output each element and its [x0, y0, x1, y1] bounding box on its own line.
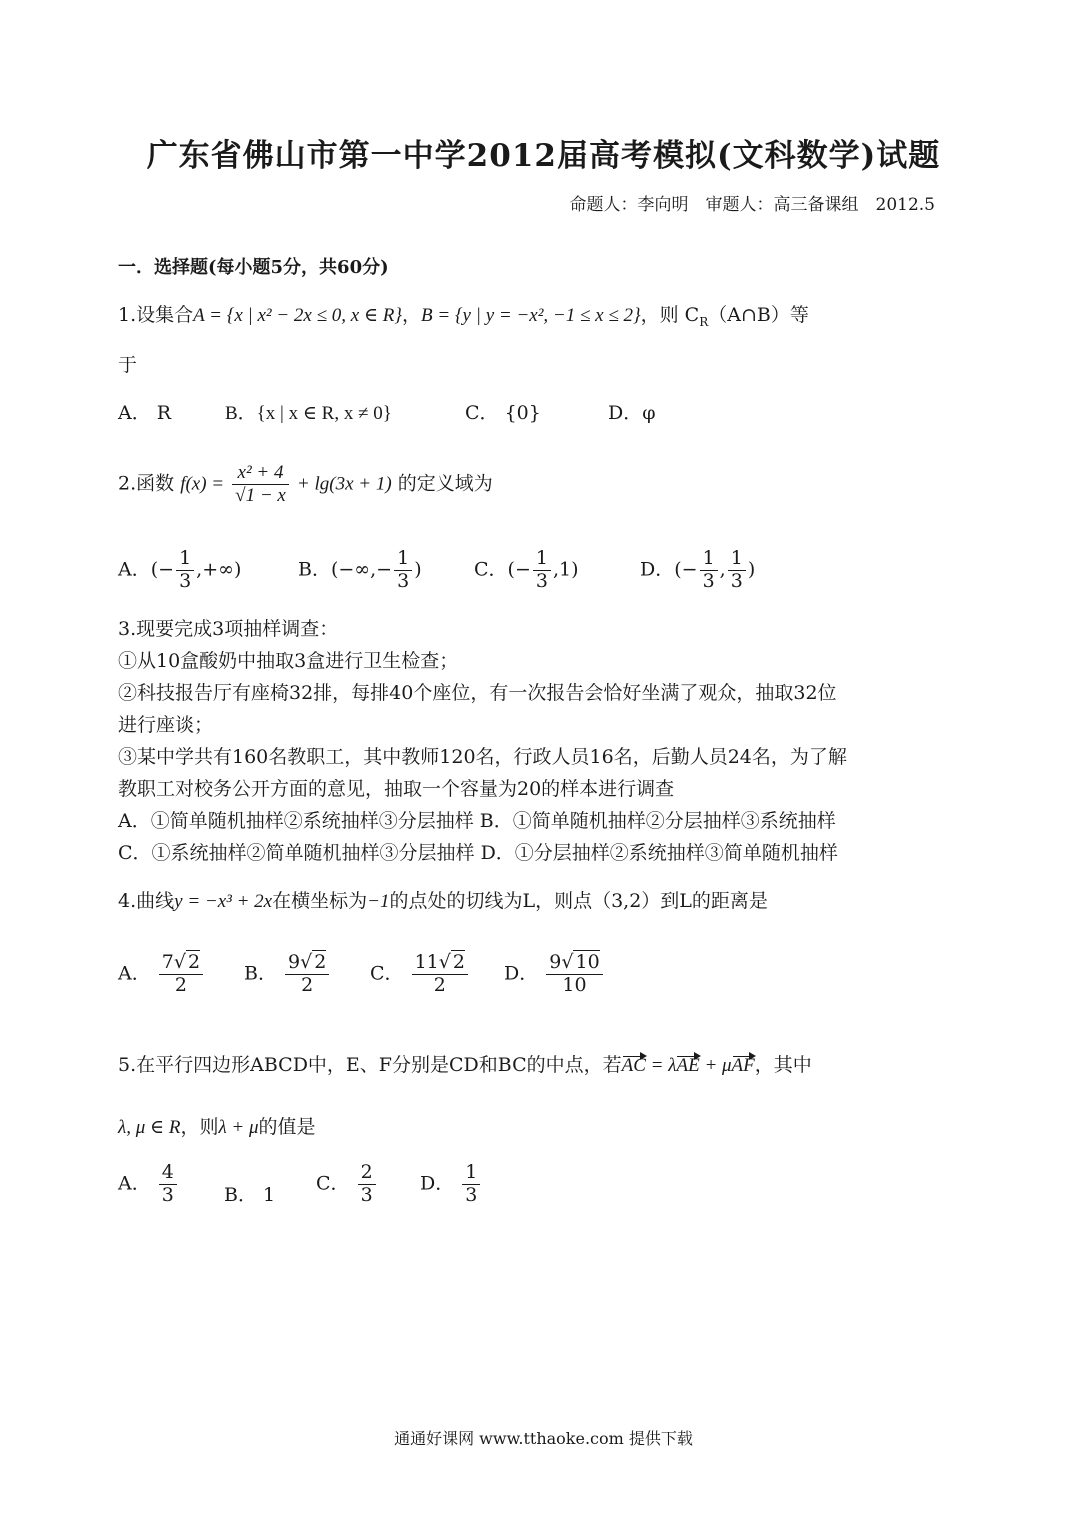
- q5-wrap-end: 的值是: [258, 1116, 316, 1138]
- question-5: [118, 1050, 812, 1077]
- q4-option-a-den: 2: [159, 974, 203, 997]
- q5-option-c-num: 2: [360, 1161, 373, 1183]
- q5-option-d-label: D．: [420, 1172, 455, 1195]
- q2-option-d-num: 1: [702, 547, 715, 569]
- q4-option-d-den: 10: [546, 974, 602, 997]
- q5-option-c-den: 3: [358, 1184, 376, 1207]
- q2-fraction: [232, 462, 289, 507]
- q2-option-a-den: 3: [176, 570, 194, 593]
- q4-option-c-label: C．: [370, 962, 404, 985]
- q2-numerator: x² + 4: [237, 462, 284, 483]
- q5-option-c: [316, 1162, 378, 1207]
- q1-text: 1.设集合: [118, 304, 194, 326]
- q1-set-b: B = {y | y = −x², −1 ≤ x ≤ 2}: [421, 305, 641, 326]
- section-heading: 一．选择题(每小题5分，共60分): [118, 257, 389, 278]
- q1-text-b: ，则 C: [640, 304, 700, 326]
- q3-line-1: 3.现要完成3项抽样调查：: [118, 618, 339, 640]
- q3-line-4: 进行座谈；: [118, 714, 214, 736]
- q2-option-b: [298, 548, 422, 593]
- q5-wrap: [118, 1112, 316, 1139]
- q2-option-d-pre: (−: [674, 558, 698, 581]
- q2-option-b-label: B．: [298, 558, 331, 581]
- q2-option-a: [118, 548, 241, 593]
- q4-value: −1: [367, 891, 390, 912]
- q5-option-c-label: C．: [316, 1172, 350, 1195]
- q2-text-b: 的定义域为: [397, 472, 493, 495]
- question-4: [118, 886, 768, 913]
- page-title: 广东省佛山市第一中学2012届高考模拟(文科数学)试题: [146, 138, 941, 174]
- q5-option-a-label: A．: [118, 1172, 151, 1195]
- q5-eq: = λ: [645, 1055, 677, 1076]
- q2-option-c-pre: (−: [507, 558, 531, 581]
- q1-option-a: A． R: [118, 402, 172, 424]
- q4-option-b: B． $\frac{9√ 2}{2}$: [244, 952, 331, 997]
- q5-option-b-label: B．: [224, 1184, 257, 1206]
- q5-wrap-text: ，则: [180, 1116, 219, 1138]
- q3-line-2: ①从10盒酸奶中抽取3盒进行卫生检查；: [118, 650, 459, 672]
- q5-domain: λ, μ ∈ R: [118, 1117, 181, 1138]
- q2-option-c-label: C．: [474, 558, 508, 581]
- q5-text: 5.在平行四边形ABCD中，E、F分别是CD和BC的中点，若: [118, 1054, 622, 1076]
- q4-option-d: D． $\frac{9√ 10}{10}$: [504, 952, 605, 997]
- q1-text-c: （A∩B）等: [708, 304, 809, 326]
- q5-option-d-num: 1: [465, 1161, 478, 1183]
- q1-set-a: A = {x | x² − 2x ≤ 0, x ∈ R}: [193, 305, 402, 326]
- q2-option-a-pre: (−: [150, 558, 175, 581]
- q4-option-a-coef: 7: [161, 951, 174, 973]
- q1-option-b: B．{x | x ∈ R, x ≠ 0}: [225, 403, 392, 424]
- q2-option-d-label: D．: [640, 558, 675, 581]
- q4-option-b-root: 2: [314, 951, 327, 973]
- footer-source: 通通好课网 www.tthaoke.com 提供下载: [394, 1429, 693, 1448]
- q1-option-d: D．φ: [608, 402, 656, 424]
- q4-option-a-label: A．: [118, 962, 151, 985]
- q3-line-3: ②科技报告厅有座椅32排，每排40个座位，有一次报告会恰好坐满了观众，抽取32位: [118, 682, 837, 704]
- author-byline: 命题人：李向明 审题人：高三备课组 2012.5: [569, 195, 935, 215]
- q4-option-d-coef: 9: [549, 951, 562, 973]
- q2-option-b-num: 1: [397, 547, 410, 569]
- q5-option-a-den: 3: [159, 1184, 177, 1207]
- q2-option-a-label: A．: [118, 558, 151, 581]
- q2-text: 2.函数: [118, 472, 175, 495]
- q2-option-a-post: ,+∞): [196, 558, 242, 581]
- q5-option-a: [118, 1162, 179, 1207]
- q5-sum: λ + μ: [218, 1117, 259, 1138]
- q2-log-term: + lg(3x + 1): [296, 473, 392, 495]
- q3-option-cd: C．①系统抽样②简单随机抽样③分层抽样 D．①分层抽样②系统抽样③简单随机抽样: [118, 842, 838, 864]
- q3-line-6: 教职工对校务公开方面的意见，抽取一个容量为20的样本进行调查: [118, 778, 675, 800]
- q2-option-d-num2: 1: [730, 547, 743, 569]
- q5-option-d-den: 3: [462, 1184, 480, 1207]
- q2-fx: f(x) =: [180, 473, 225, 495]
- q2-option-b-pre: (−∞,−: [330, 558, 393, 581]
- q4-option-a-root: 2: [187, 951, 201, 973]
- question-1: [118, 300, 809, 329]
- q2-option-d: [640, 548, 755, 593]
- q5-option-a-num: 4: [161, 1161, 174, 1183]
- q2-option-c-den: 3: [533, 570, 551, 593]
- q2-option-d-post: ): [747, 558, 756, 581]
- q2-option-d-den2: 3: [728, 570, 746, 593]
- q2-option-a-num: 1: [179, 547, 192, 569]
- q4-option-c-coef: 11: [414, 951, 439, 973]
- q1-subscript: R: [699, 314, 709, 329]
- q5-text-b: ，其中: [754, 1054, 812, 1076]
- question-2: [118, 462, 493, 507]
- q1-wrap: 于: [118, 354, 138, 376]
- q1-separator: ，: [402, 304, 422, 326]
- q5-vector-ae: AE: [676, 1055, 700, 1076]
- q4-option-b-den: 2: [285, 974, 329, 997]
- q2-option-c-num: 1: [535, 547, 548, 569]
- q2-denominator: √1 − x: [232, 484, 289, 507]
- q1-option-c: C． {0}: [465, 402, 541, 424]
- q5-plus: + μ: [699, 1055, 732, 1076]
- q4-option-c-root: 2: [452, 951, 465, 973]
- q3-option-ab: A．①简单随机抽样②系统抽样③分层抽样 B．①简单随机抽样②分层抽样③系统抽样: [118, 810, 836, 832]
- q5-option-d: [420, 1162, 482, 1207]
- q5-vector-ac: AC: [621, 1055, 646, 1076]
- q4-option-b-coef: 9: [288, 951, 301, 973]
- q3-line-5: ③某中学共有160名教职工，其中教师120名，行政人员16名，后勤人员24名，为了解: [118, 746, 847, 768]
- q4-option-d-label: D．: [504, 962, 539, 985]
- q2-option-d-den: 3: [700, 570, 718, 593]
- q4-text-b: 在横坐标为: [272, 890, 368, 912]
- q4-text: 4.曲线: [118, 890, 175, 912]
- q5-vector-af: AF: [731, 1055, 755, 1076]
- q4-option-d-root: 10: [575, 951, 600, 973]
- q5-option-b-value: 1: [263, 1184, 276, 1206]
- q2-option-d-mid: ,: [719, 558, 726, 581]
- q5-option-b: [224, 1180, 275, 1207]
- q4-curve: y = −x³ + 2x: [174, 891, 273, 912]
- q4-option-c: C． $\frac{11√ 2}{2}$: [370, 952, 470, 997]
- q2-option-b-den: 3: [394, 570, 412, 593]
- q4-text-c: 的点处的切线为L，则点（3,2）到L的距离是: [389, 890, 768, 912]
- q2-option-b-post: ): [414, 558, 422, 581]
- q4-option-c-den: 2: [412, 974, 468, 997]
- q2-option-c-post: ,1): [552, 558, 579, 581]
- q2-option-c: [474, 548, 579, 593]
- q4-option-a: A． $\frac{7√ 2}{2}$: [118, 952, 205, 997]
- q4-option-b-label: B．: [244, 962, 277, 985]
